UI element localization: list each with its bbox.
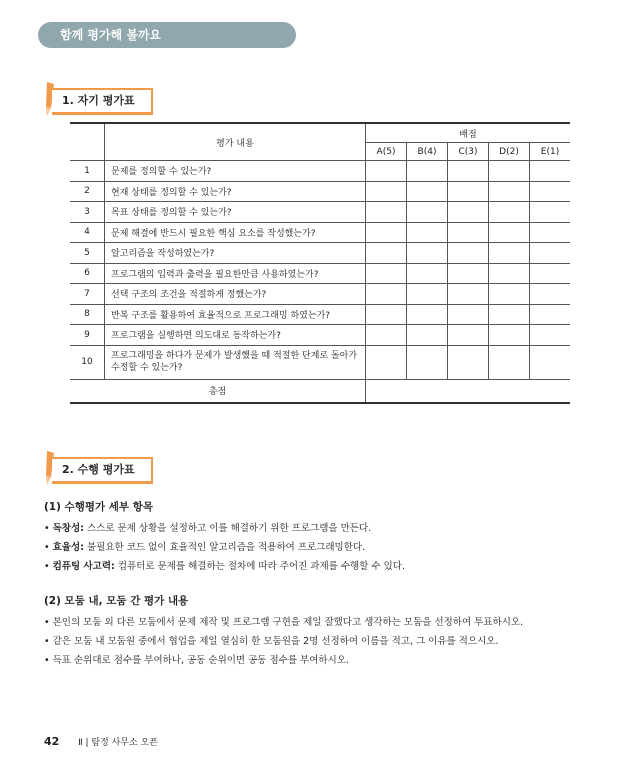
row-number: 6 <box>70 263 105 284</box>
score-cell[interactable] <box>448 263 489 284</box>
score-cell[interactable] <box>407 345 448 379</box>
score-cell[interactable] <box>407 161 448 182</box>
score-cell[interactable] <box>530 284 571 305</box>
grade-header: C(3) <box>448 143 489 161</box>
score-cell[interactable] <box>407 284 448 305</box>
grade-header: D(2) <box>489 143 530 161</box>
table-row <box>70 284 570 305</box>
table-row <box>70 222 570 243</box>
score-cell[interactable] <box>489 202 530 223</box>
table-row <box>70 181 570 202</box>
score-cell[interactable] <box>489 222 530 243</box>
score-cell[interactable] <box>448 284 489 305</box>
score-cell[interactable] <box>448 181 489 202</box>
score-cell[interactable] <box>530 304 571 325</box>
total-label: 총점 <box>70 379 366 403</box>
score-cell[interactable] <box>530 161 571 182</box>
score-cell[interactable] <box>407 263 448 284</box>
score-cell[interactable] <box>489 304 530 325</box>
header-score: 배점 <box>366 123 571 143</box>
instruction-item: • 본인의 모둠 외 다른 모둠에서 문제 제작 및 프로그램 구현을 제일 잘했다고 생각하는 모둠을 선정하여 투표하시오. <box>44 617 524 628</box>
instruction-item: • 같은 모둠 내 모둠원 중에서 협업을 제일 열심히 한 모둠원을 2명 선정하여 이름을 적고, 그 이유를 적으시오. <box>44 636 499 647</box>
chapter-title: Ⅱ | 탐정 사무소 오픈 <box>78 738 158 748</box>
score-cell[interactable] <box>489 181 530 202</box>
instruction-text: 득표 순위대로 점수를 부여하나, 공동 순위이면 공동 점수를 부여하시오. <box>52 655 349 666</box>
score-cell[interactable] <box>366 202 407 223</box>
row-content: 문제를 정의할 수 있는가? <box>105 161 366 182</box>
score-cell[interactable] <box>489 345 530 379</box>
row-content: 프로그래밍을 하다가 문제가 발생했을 때 적절한 단계로 돌아가 수정할 수 있는가? <box>105 345 366 379</box>
criteria-item: • 효율성: 불필요한 코드 없이 효율적인 알고리즘을 적용하여 프로그래밍한다. <box>44 542 366 553</box>
score-cell[interactable] <box>448 304 489 325</box>
score-cell[interactable] <box>448 161 489 182</box>
criteria-item: • 컴퓨팅 사고력: 컴퓨터로 문제를 해결하는 절차에 따라 주어진 과제를 수행할 수 있다. <box>44 561 405 572</box>
row-content: 목표 상태를 정의할 수 있는가? <box>105 202 366 223</box>
score-cell[interactable] <box>530 345 571 379</box>
score-cell[interactable] <box>366 284 407 305</box>
score-cell[interactable] <box>530 181 571 202</box>
grade-header: A(5) <box>366 143 407 161</box>
grade-header: E(1) <box>530 143 571 161</box>
row-number: 3 <box>70 202 105 223</box>
score-cell[interactable] <box>489 284 530 305</box>
score-cell[interactable] <box>407 325 448 346</box>
row-number: 5 <box>70 243 105 264</box>
row-content: 알고리즘을 작성하였는가? <box>105 243 366 264</box>
total-score-cell[interactable] <box>366 379 571 403</box>
score-cell[interactable] <box>530 243 571 264</box>
score-cell[interactable] <box>530 325 571 346</box>
row-content: 프로그램의 입력과 출력을 필요한만큼 사용하였는가? <box>105 263 366 284</box>
subsection2-title: (2) 모둠 내, 모둠 간 평가 내용 <box>44 595 189 607</box>
table-row <box>70 263 570 284</box>
section2-title: 2. 수행 평가표 <box>52 457 153 484</box>
criteria-text: 스스로 문제 상황을 설정하고 이를 해결하기 위한 프로그램을 만든다. <box>87 523 372 534</box>
table-row <box>70 202 570 223</box>
row-number: 1 <box>70 161 105 182</box>
score-cell[interactable] <box>366 325 407 346</box>
score-cell[interactable] <box>407 222 448 243</box>
row-number: 9 <box>70 325 105 346</box>
score-cell[interactable] <box>448 243 489 264</box>
section-banner: 함께 평가해 볼까요 <box>38 22 296 48</box>
table-row <box>70 161 570 182</box>
criteria-text: 불필요한 코드 없이 효율적인 알고리즘을 적용하여 프로그래밍한다. <box>87 542 366 553</box>
score-cell[interactable] <box>448 202 489 223</box>
score-cell[interactable] <box>366 161 407 182</box>
header-number <box>70 123 105 161</box>
page-footer <box>44 735 158 748</box>
page-number: 42 <box>44 735 60 748</box>
criteria-text: 컴퓨터로 문제를 해결하는 절차에 따라 주어진 과제를 수행할 수 있다. <box>117 561 405 572</box>
score-cell[interactable] <box>407 181 448 202</box>
score-cell[interactable] <box>366 222 407 243</box>
row-content: 선택 구조의 조건을 적절하게 정했는가? <box>105 284 366 305</box>
score-cell[interactable] <box>366 304 407 325</box>
score-cell[interactable] <box>489 161 530 182</box>
table-row <box>70 304 570 325</box>
row-number: 8 <box>70 304 105 325</box>
score-cell[interactable] <box>407 202 448 223</box>
header-content: 평가 내용 <box>105 123 366 161</box>
self-evaluation-table <box>70 122 570 404</box>
criteria-label: 독창성: <box>52 523 84 534</box>
row-content: 문제 해결에 반드시 필요한 핵심 요소를 작성했는가? <box>105 222 366 243</box>
section1-title: 1. 자기 평가표 <box>52 88 153 115</box>
score-cell[interactable] <box>489 243 530 264</box>
row-number: 10 <box>70 345 105 379</box>
row-number: 2 <box>70 181 105 202</box>
score-cell[interactable] <box>366 345 407 379</box>
score-cell[interactable] <box>407 304 448 325</box>
score-cell[interactable] <box>448 325 489 346</box>
score-cell[interactable] <box>489 263 530 284</box>
score-cell[interactable] <box>530 222 571 243</box>
table-row <box>70 325 570 346</box>
instruction-item: • 득표 순위대로 점수를 부여하나, 공동 순위이면 공동 점수를 부여하시오. <box>44 655 349 666</box>
criteria-item: • 독창성: 스스로 문제 상황을 설정하고 이를 해결하기 위한 프로그램을 만든다. <box>44 523 372 534</box>
score-cell[interactable] <box>530 202 571 223</box>
score-cell[interactable] <box>366 243 407 264</box>
criteria-label: 효율성: <box>52 542 84 553</box>
row-content: 반복 구조를 활용하여 효율적으로 프로그래밍 하였는가? <box>105 304 366 325</box>
score-cell[interactable] <box>530 263 571 284</box>
score-cell[interactable] <box>448 345 489 379</box>
score-cell[interactable] <box>448 222 489 243</box>
instruction-text: 본인의 모둠 외 다른 모둠에서 문제 제작 및 프로그램 구현을 제일 잘했다고 생각하는 모둠을 선정하여 투표하시오. <box>52 617 524 628</box>
grade-header: B(4) <box>407 143 448 161</box>
row-content: 현재 상태를 정의할 수 있는가? <box>105 181 366 202</box>
row-number: 7 <box>70 284 105 305</box>
subsection1-title: (1) 수행평가 세부 항목 <box>44 501 154 513</box>
score-cell[interactable] <box>407 243 448 264</box>
score-cell[interactable] <box>366 181 407 202</box>
table-row <box>70 243 570 264</box>
total-row <box>70 379 570 403</box>
criteria-label: 컴퓨팅 사고력: <box>52 561 115 572</box>
score-cell[interactable] <box>366 263 407 284</box>
table-row <box>70 345 570 379</box>
score-cell[interactable] <box>489 325 530 346</box>
row-number: 4 <box>70 222 105 243</box>
row-content: 프로그램을 실행하면 의도대로 동작하는가? <box>105 325 366 346</box>
instruction-text: 같은 모둠 내 모둠원 중에서 협업을 제일 열심히 한 모둠원을 2명 선정하여 이름을 적고, 그 이유를 적으시오. <box>52 636 499 647</box>
